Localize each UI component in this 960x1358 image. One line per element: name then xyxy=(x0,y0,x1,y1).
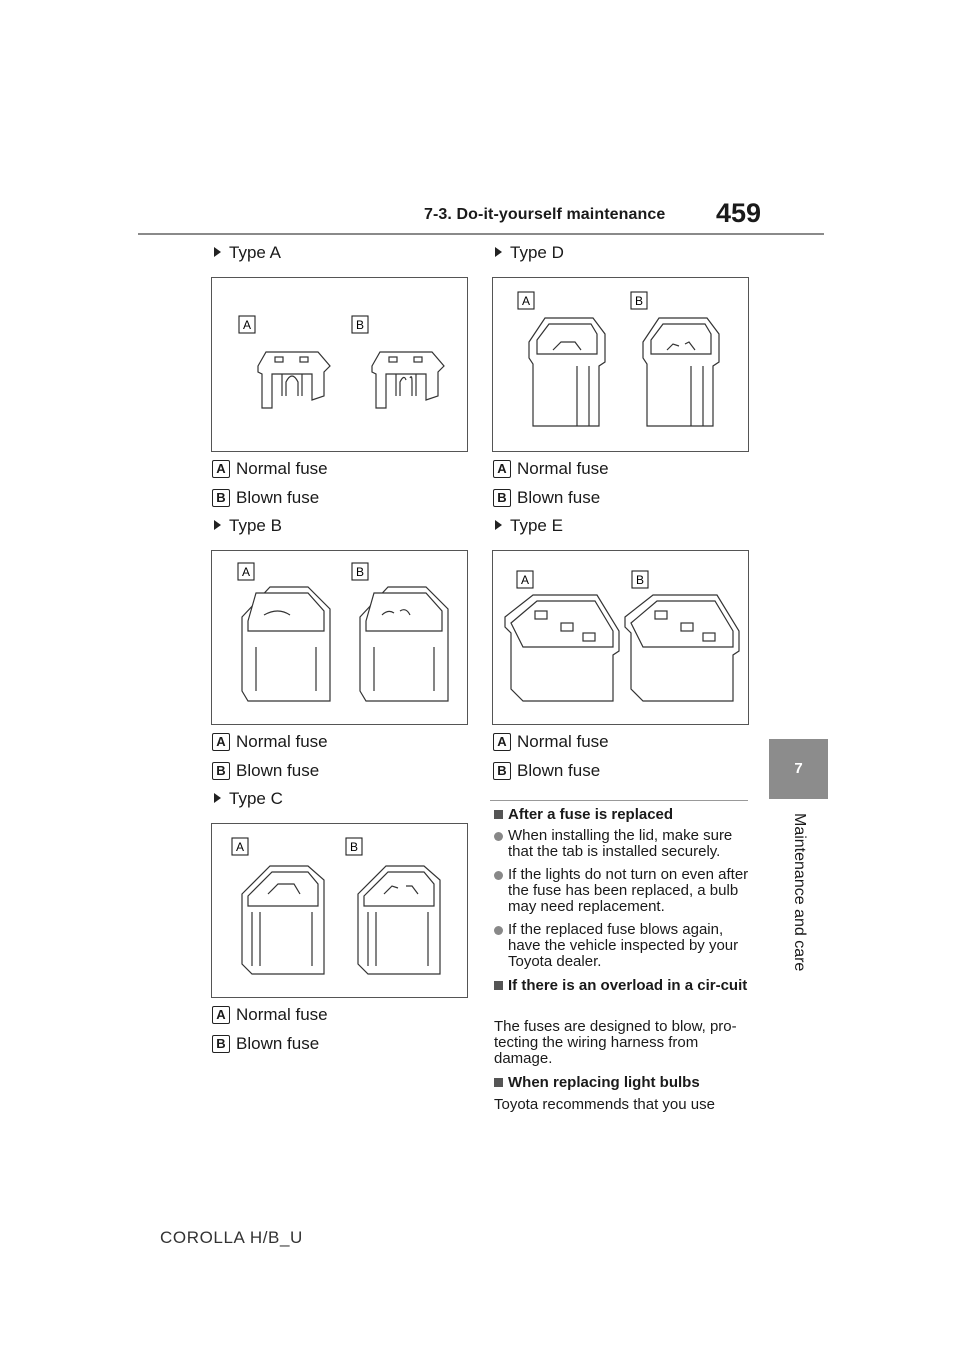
fuse-c-blown xyxy=(358,866,440,974)
svg-text:B: B xyxy=(634,294,644,308)
svg-text:A: A xyxy=(521,294,531,308)
note-bullet: If the lights do not turn on even after the fuse has been replaced, a bulb may need replacement. xyxy=(494,867,756,915)
type-c-legend-a: A Normal fuse xyxy=(212,1005,328,1025)
type-d-figure xyxy=(492,277,749,452)
page-number: 459 xyxy=(716,198,762,228)
fuse-d-normal xyxy=(529,318,605,426)
type-e-legend-b: B Blown fuse xyxy=(493,761,600,781)
svg-text:B: B xyxy=(635,573,645,587)
type-c-figure xyxy=(211,823,468,998)
type-d-legend-b: B Blown fuse xyxy=(493,488,600,508)
fuse-b-blown xyxy=(372,352,444,408)
type-c-legend-b: B Blown fuse xyxy=(212,1034,319,1054)
svg-text:B: B xyxy=(349,840,359,854)
type-c-heading: Type C xyxy=(214,789,283,809)
svg-text:B: B xyxy=(355,565,365,579)
svg-text:A: A xyxy=(235,840,245,854)
footer-model: COROLLA H/B_U xyxy=(160,1228,303,1247)
chapter-tab[interactable]: 7 xyxy=(769,739,828,799)
arrow-right-icon xyxy=(214,247,221,257)
type-e-figure xyxy=(492,550,749,725)
fig-label-b: B xyxy=(355,318,365,332)
badge-b: B xyxy=(212,489,230,507)
overload-text: The fuses are designed to blow, pro-tecting the wiring harness from damage. xyxy=(494,1018,737,1067)
note-bullet: If the replaced fuse blows again, have the vehicle inspected by your Toyota dealer. xyxy=(494,922,756,970)
type-b-legend-b: B Blown fuse xyxy=(212,761,319,781)
type-e-illustration xyxy=(493,551,750,726)
bulbs-text: Toyota recommends that you use xyxy=(494,1096,715,1113)
type-e-legend-a: A Normal fuse xyxy=(493,732,609,752)
square-bullet-icon xyxy=(494,1078,503,1087)
arrow-right-icon xyxy=(495,247,502,257)
type-a-figure xyxy=(211,277,468,452)
badge-a: A xyxy=(212,460,230,478)
type-b-figure xyxy=(211,550,468,725)
bulbs-heading: When replacing light bulbs xyxy=(494,1074,700,1091)
header-rule xyxy=(138,233,824,235)
type-a-heading: Type A xyxy=(214,243,281,263)
bullet-dot-icon xyxy=(494,832,503,841)
square-bullet-icon xyxy=(494,981,503,990)
fuse-d-blown xyxy=(643,318,719,426)
type-d-legend-a: A Normal fuse xyxy=(493,459,609,479)
type-b-legend-a: A Normal fuse xyxy=(212,732,328,752)
fuse-e-blown xyxy=(625,595,739,701)
type-c-illustration xyxy=(212,824,469,999)
type-d-illustration xyxy=(493,278,750,453)
fuse-e-normal xyxy=(505,595,619,701)
note-bullet: When installing the lid, make sure that the tab is installed securely. xyxy=(494,828,756,860)
after-replaced-heading: After a fuse is replaced xyxy=(494,806,673,823)
bullet-dot-icon xyxy=(494,871,503,880)
type-b-heading: Type B xyxy=(214,516,282,536)
arrow-right-icon xyxy=(495,520,502,530)
section-title: 7-3. Do-it-yourself maintenance xyxy=(424,206,666,223)
type-e-heading: Type E xyxy=(495,516,563,536)
svg-text:A: A xyxy=(241,565,251,579)
type-d-heading: Type D xyxy=(495,243,564,263)
overload-heading: If there is an overload in a cir-cuit xyxy=(494,977,756,994)
arrow-right-icon xyxy=(214,520,221,530)
type-a-illustration xyxy=(212,278,469,453)
svg-text:A: A xyxy=(520,573,530,587)
notes-divider xyxy=(490,800,748,801)
bullet-dot-icon xyxy=(494,926,503,935)
type-a-legend-a: A Normal fuse xyxy=(212,459,328,479)
fuse-b-normal xyxy=(242,587,330,701)
fuse-a-normal xyxy=(258,352,330,408)
type-b-illustration xyxy=(212,551,469,726)
fig-label-a: A xyxy=(242,318,252,332)
chapter-label: Maintenance and care xyxy=(791,813,808,972)
fuse-b-blown xyxy=(360,587,448,701)
square-bullet-icon xyxy=(494,810,503,819)
type-a-legend-b: B Blown fuse xyxy=(212,488,319,508)
fuse-c-normal xyxy=(242,866,324,974)
arrow-right-icon xyxy=(214,793,221,803)
